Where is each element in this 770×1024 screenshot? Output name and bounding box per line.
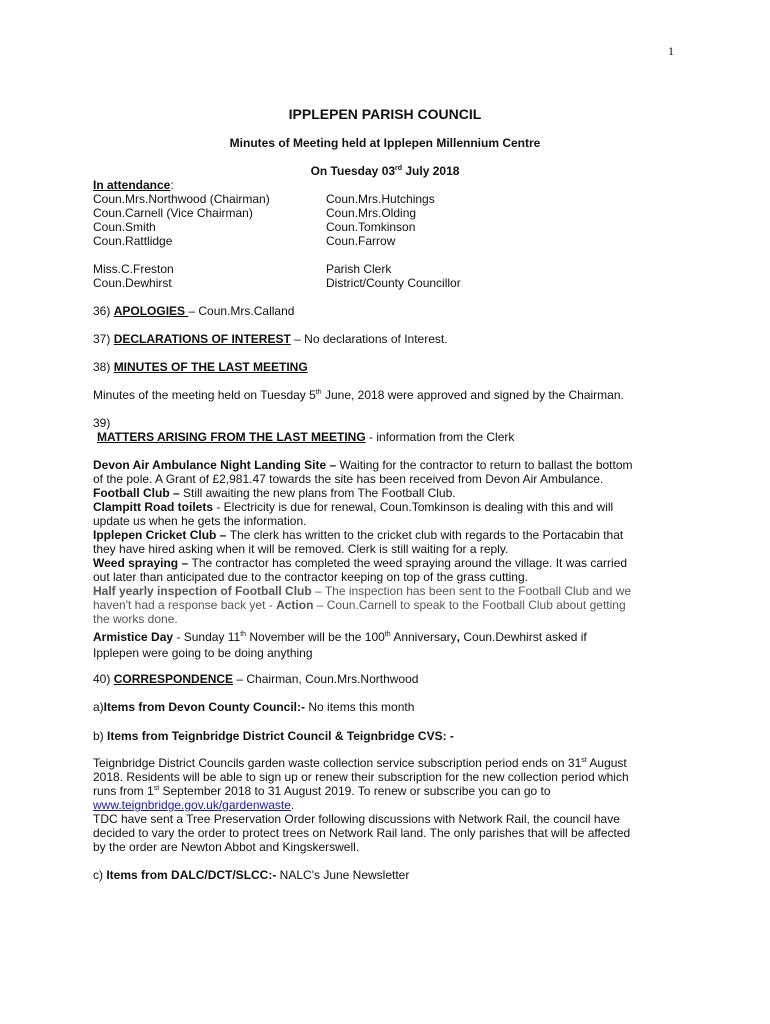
matter-armistice-day: Armistice Day - Sunday 11th November will be the 100th Anniversary, Coun.Dewhirst asked if [93,630,587,644]
correspondence-dalc: c) Items from DALC/DCT/SLCC:- NALC's June Newsletter [93,868,410,882]
item-matters-heading: MATTERS ARISING FROM THE LAST MEETING - information from the Clerk [97,430,515,444]
attendee: Coun.Farrow [326,234,396,248]
correspondence-devon: a)Items from Devon County Council:- No items this month [93,700,415,714]
attendee: Coun.Rattlidge [93,234,173,248]
tdc-text-line: by the order are Newton Abbot and Kingskerswell. [93,840,360,854]
item-minutes-heading: 38) MINUTES OF THE LAST MEETING [93,360,308,374]
matter-weed-spraying: Weed spraying – The contractor has completed the weed spraying around the village. It was carried [93,556,628,570]
gardenwaste-link[interactable]: www.teignbridge.gov.uk/gardenwaste [93,798,291,812]
matter-air-ambulance: Devon Air Ambulance Night Landing Site – Waiting for the contractor to return to ballast the bottom [93,458,633,472]
item-correspondence: 40) CORRESPONDENCE – Chairman, Coun.Mrs.Northwood [93,672,419,686]
attendee: Coun.Tomkinson [326,220,416,234]
matter-half-yearly: Half yearly inspection of Football Club – The inspection has been sent to the Football Club and we [93,584,632,598]
matter-half-yearly-cont: haven't had a response back yet - Action – Coun.Carnell to speak to the Football Club about getting [93,598,626,612]
matter-half-yearly-end: the works done. [93,612,178,626]
matter-air-ambulance-cont: of the pole. A Grant of £2,981.47 towards the site has been received from Devon Air Ambulance. [93,472,604,486]
item-apologies: 36) APOLOGIES – Coun.Mrs.Calland [93,304,295,318]
attendee: Coun.Mrs.Hutchings [326,192,435,206]
matter-football-club: Football Club – Still awaiting the new plans from The Football Club. [93,486,456,500]
officer-role: District/County Councillor [326,276,461,290]
tdc-text-line: TDC have sent a Tree Preservation Order following discussions with Network Rail, the council have [93,812,620,826]
matter-weed-cont: out later than anticipated due to the contractor keeping on top of the grass cutting. [93,570,528,584]
matter-clampitt-toilets: Clampitt Road toilets - Electricity is due for renewal, Coun.Tomkinson is dealing with this and will [93,500,614,514]
document-title: IPPLEPEN PARISH COUNCIL [288,106,482,122]
matter-cricket-club: Ipplepen Cricket Club – The clerk has written to the cricket club with regards to the Portacabin that [93,528,624,542]
matter-armistice-cont: Ipplepen were going to be doing anything [93,646,313,660]
attendance-heading: In attendance: [93,178,174,192]
officer-name: Miss.C.Freston [93,262,174,276]
officer-role: Parish Clerk [326,262,392,276]
officer-name: Coun.Dewhirst [93,276,172,290]
teignbridge-text-line: 2018. Residents will be able to sign up or renew their subscription for the new collection period which [93,770,629,784]
item-matters-number: 39) [93,416,111,430]
matter-clampitt-cont: update us when he gets the information. [93,514,307,528]
item-minutes-text: Minutes of the meeting held on Tuesday 5th June, 2018 were approved and signed by the Chairman. [93,388,624,402]
attendee: Coun.Carnell (Vice Chairman) [93,206,253,220]
teignbridge-link-line: www.teignbridge.gov.uk/gardenwaste. [93,798,295,812]
document-subtitle: Minutes of Meeting held at Ipplepen Millennium Centre [229,136,541,150]
tdc-text-line: decided to vary the order to protect trees on Network Rail land. The only parishes that will be affected [93,826,631,840]
matter-cricket-cont: they have hired asking when it will be removed. Clerk is still waiting for a reply. [93,542,509,556]
attendee: Coun.Mrs.Northwood (Chairman) [93,192,270,206]
correspondence-teignbridge: b) Items from Teignbridge District Council & Teignbridge CVS: - [93,729,454,743]
page-number: 1 [668,44,674,58]
attendee: Coun.Smith [93,220,156,234]
attendee: Coun.Mrs.Olding [326,206,417,220]
teignbridge-text-line: Teignbridge District Councils garden waste collection service subscription period ends on 31st August [93,756,627,770]
meeting-date: On Tuesday 03rd July 2018 [310,164,460,178]
item-declarations: 37) DECLARATIONS OF INTEREST – No declarations of Interest. [93,332,448,346]
teignbridge-text-line: runs from 1st September 2018 to 31 August 2019. To renew or subscribe you can go to [93,784,551,798]
